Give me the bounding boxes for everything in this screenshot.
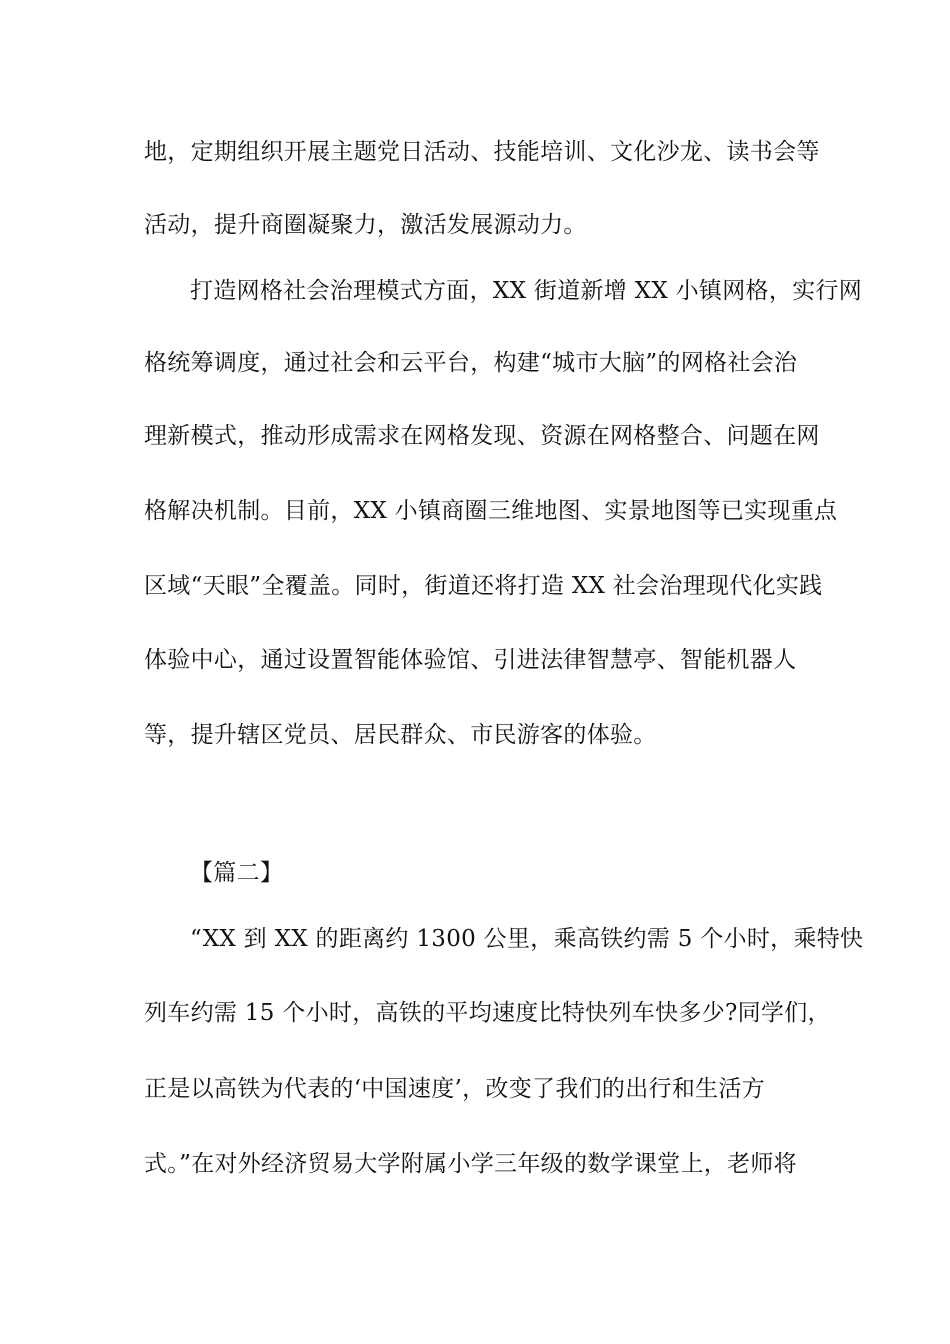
paragraph-3-line-4: 式。”在对外经济贸易大学附属小学三年级的数学课堂上，老师将 xyxy=(144,1151,797,1177)
paragraph-3-line-2: 列车约需 15 个小时，高铁的平均速度比特快列车快多少?同学们， xyxy=(144,1000,831,1026)
paragraph-3-line-3: 正是以高铁为代表的‘中国速度’，改变了我们的出行和生活方 xyxy=(144,1076,766,1102)
section-heading: 【篇二】 xyxy=(190,860,284,886)
paragraph-2-line-4: 格解决机制。目前，XX 小镇商圈三维地图、实景地图等已实现重点 xyxy=(144,498,838,524)
paragraph-3-line-1: “XX 到 XX 的距离约 1300 公里，乘高铁约需 5 个小时，乘特快 xyxy=(190,926,864,952)
paragraph-2-line-1: 打造网格社会治理模式方面，XX 街道新增 XX 小镇网格，实行网 xyxy=(190,278,863,304)
paragraph-1-line-2: 活动，提升商圈凝聚力，激活发展源动力。 xyxy=(144,212,587,238)
paragraph-1-line-1: 地，定期组织开展主题党日活动、技能培训、文化沙龙、读书会等 xyxy=(144,139,820,165)
paragraph-2-line-3: 理新模式，推动形成需求在网格发现、资源在网格整合、问题在网 xyxy=(144,423,820,449)
paragraph-2-line-7: 等，提升辖区党员、居民群众、市民游客的体验。 xyxy=(144,722,657,748)
paragraph-2-line-2: 格统筹调度，通过社会和云平台，构建“城市大脑”的网格社会治 xyxy=(144,350,798,376)
paragraph-2-line-5: 区域“天眼”全覆盖。同时，街道还将打造 XX 社会治理现代化实践 xyxy=(144,573,823,599)
paragraph-2-line-6: 体验中心，通过设置智能体验馆、引进法律智慧亭、智能机器人 xyxy=(144,647,797,673)
